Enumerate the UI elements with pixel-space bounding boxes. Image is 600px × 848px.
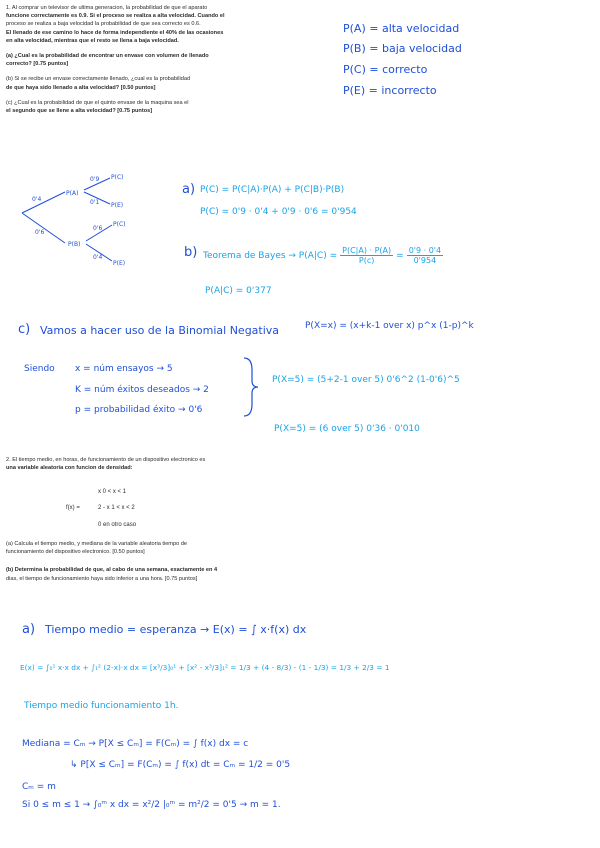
problem1-line3: proceso se realiza a baja velocidad la probabilidad de que sea correcto es 0.6.: [6, 21, 201, 28]
part-b-num2: 0'9 · 0'4: [408, 246, 442, 255]
part2-a-cm: Cₘ = m: [22, 782, 56, 792]
part-c-x-def: x = núm ensayos → 5: [75, 364, 173, 374]
legend-pa: P(A) = alta velocidad: [343, 22, 460, 35]
part-c-label: c): [18, 322, 31, 337]
tree-prob-cb: 0'6: [93, 225, 103, 232]
density-case3: 0 en otro caso: [98, 522, 137, 528]
problem1-question-a2: correcto? [0.75 puntos]: [6, 61, 69, 68]
problem1-question-b2: de que haya sido llenado a alta velocidad? [0.50 puntos]: [6, 84, 156, 91]
problem2-statement: [6, 456, 336, 472]
part-c-eq1: P(X=5) = (5+2-1 over 5) 0'6^2 (1-0'6)^5: [272, 375, 460, 385]
tree-node-a: P(A): [66, 190, 79, 197]
problem1-question-a1: (a) ¿Cual es la probabilidad de encontrar un envase con volumen de llenado: [6, 53, 209, 60]
problem1-line5: en alta velocidad, mientras que el resto se llena a baja velocidad.: [6, 37, 179, 44]
problem1-line4: El llenado de ese camino lo hace de forma independiente el 40% de las ocasiones: [6, 29, 224, 36]
part-a-label: a): [182, 182, 196, 197]
problem2-question-a1: (a) Calcula el tiempo medio, y mediana de la variable aleatoria tiempo de: [6, 541, 187, 547]
brace-icon: [240, 356, 262, 418]
part-a-eq1: P(C) = P(C|A)·P(A) + P(C|B)·P(B): [200, 185, 345, 195]
part-a-eq2: P(C) = 0'9 · 0'4 + 0'9 · 0'6 = 0'954: [200, 207, 357, 217]
problem1-question-c2: el segundo que se llene a alta velocidad? [0.75 puntos]: [6, 108, 153, 115]
part2-a-title: Tiempo medio = esperanza → E(x) = ∫ x·f(x) dx: [45, 623, 307, 636]
problem2-question-a2: funcionamiento del dispositivo electronico. [0.50 puntos]: [6, 549, 145, 556]
part-b-den1: P(c): [358, 256, 375, 265]
problem2-question-b2: dias, el tiempo de funcionamiento haya sido inferior a una hora. [0.75 puntos]: [6, 575, 198, 582]
part-b-equals: =: [396, 250, 404, 261]
part2-a-mean: Tiempo medio funcionamiento 1h.: [24, 701, 179, 711]
problem2-line2: una variable aleatoria con funcion de densidad:: [6, 465, 133, 472]
legend-pb: P(B) = baja velocidad: [343, 42, 462, 55]
part-c-p-def: p = probabilidad éxito → 0'6: [75, 405, 203, 415]
part2-a-si: Si 0 ≤ m ≤ 1 → ∫₀ᵐ x dx = x²/2 |₀ᵐ = m²/2 = 0'5 → m = 1.: [22, 800, 281, 810]
part-b-bayes: [203, 246, 443, 265]
problem1-question-b1: (b) Si se recibe un envase correctamente llenado, ¿cual es la probabilidad: [6, 76, 191, 83]
problem2-question-b1: (b) Determina la probabilidad de que, al cabo de una semana, exactamente en 4: [6, 567, 218, 574]
tree-leaf-e2: P(E): [113, 260, 126, 267]
density-case1: x 0 < x < 1: [98, 489, 127, 495]
part2-a-median1: Mediana = Cₘ → P[X ≤ Cₘ] = F(Cₘ) = ∫ f(x) dx = c: [22, 739, 249, 749]
part2-a-median2: ↳ P[X ≤ Cₘ] = F(Cₘ) = ∫ f(x) dt = Cₘ = 1/2 = 0'5: [70, 760, 291, 770]
problem2-questions: [6, 540, 336, 583]
problem1-line1: 1. Al comprar un televisor de ultima generacion, la probabilidad de que el aparato: [6, 5, 208, 11]
legend-pc: P(C) = correcto: [343, 63, 428, 76]
part-b-text: Teorema de Bayes → P(A|C) =: [203, 250, 338, 261]
problem1-question-c1: (c) ¿Cual es la probabilidad de que el quinto envase de la maquina sea el: [6, 99, 189, 106]
problem1-line2: funcione correctamente es 0.9. Si el proceso se realiza a alta velocidad. Cuando el: [6, 13, 225, 20]
part-b-num1: P(C|A) · P(A): [342, 246, 392, 255]
part-c-k-def: K = núm éxitos deseados → 2: [75, 385, 209, 395]
part-b-label: b): [184, 245, 198, 260]
part-b-fraction2: [407, 246, 443, 265]
part2-a-expectation: E(x) = ∫₀¹ x·x dx + ∫₁² (2-x)·x dx = [x³/3]₀¹ + [x² - x³/3]₁² = 1/3 + (4 - 8/3) - (1 - 1/3) = 1/3 + 2/3 = 1: [20, 663, 390, 672]
density-case2: 2 - x 1 < x < 2: [98, 505, 135, 511]
tree-prob-ea: 0'1: [90, 199, 100, 206]
problem2-line1: 2. El tiempo medio, en horas, de funcionamiento de un dispositivo electronico es: [6, 457, 206, 463]
part-c-intro: Vamos a hacer uso de la Binomial Negativa: [40, 324, 280, 337]
problem1-statement: [6, 4, 336, 115]
tree-leaf-e1: P(E): [111, 202, 124, 209]
part-c-formula: P(X=x) = (x+k-1 over x) p^x (1-p)^k: [305, 321, 474, 331]
probability-tree: [20, 168, 170, 273]
part-c-siendo: Siendo: [24, 364, 55, 374]
tree-leaf-c1: P(C): [111, 174, 124, 181]
tree-leaf-c2: P(C): [113, 221, 126, 228]
part-c-eq2: P(X=5) = (6 over 5) 0'36 · 0'010: [274, 424, 420, 434]
tree-prob-eb: 0'4: [93, 254, 103, 261]
density-label: f(x) =: [66, 505, 80, 511]
part-b-den2: 0'954: [413, 256, 437, 265]
tree-prob-ca: 0'9: [90, 176, 100, 183]
part-b-fraction1: [340, 246, 393, 265]
tree-prob-a: 0'4: [32, 196, 42, 203]
tree-prob-b: 0'6: [35, 229, 45, 236]
tree-node-b: P(B): [68, 241, 81, 248]
part2-a-label: a): [22, 622, 36, 637]
legend-pe: P(E) = incorrecto: [343, 84, 437, 97]
part-b-result: P(A|C) = 0'377: [205, 286, 272, 296]
